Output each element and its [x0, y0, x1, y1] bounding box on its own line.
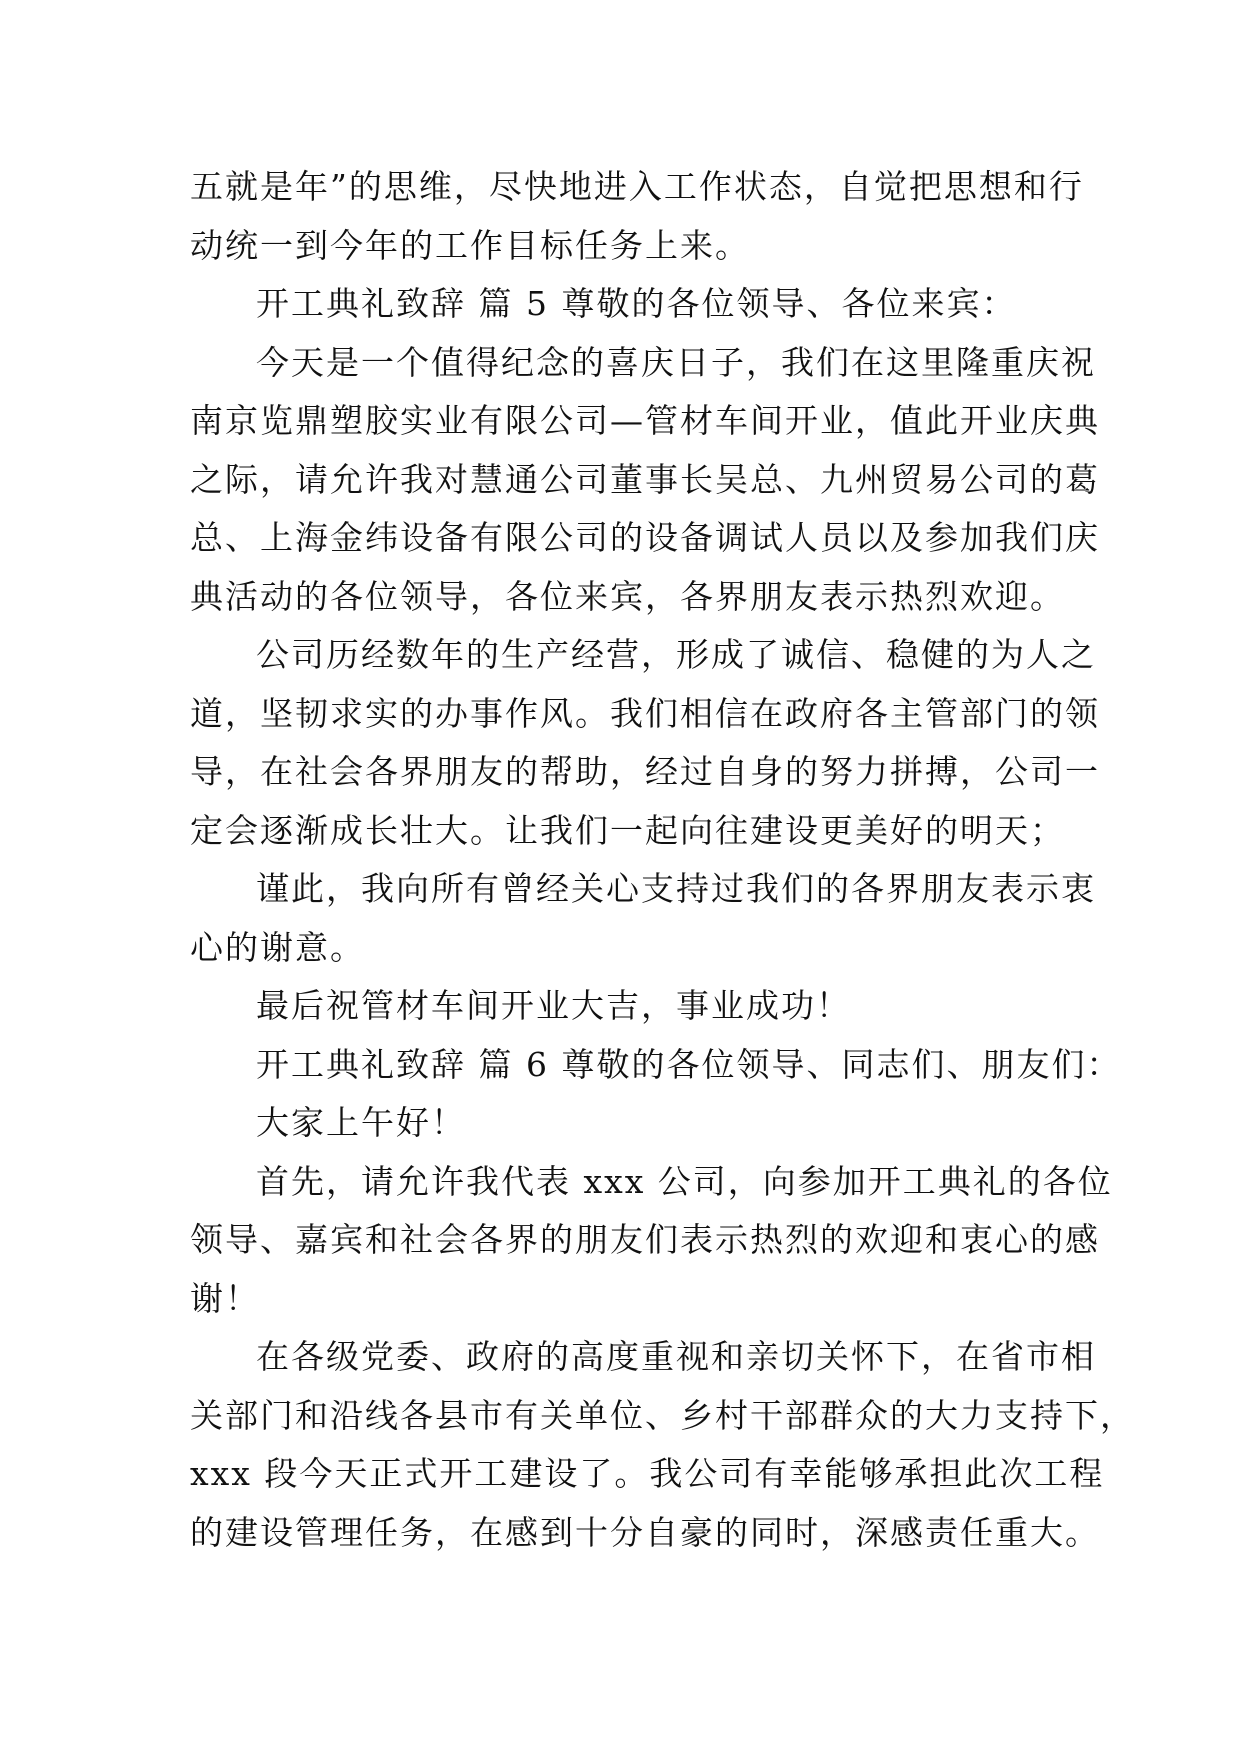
- text-line: xxx 段今天正式开工建设了。我公司有幸能够承担此次工程: [190, 1454, 1105, 1493]
- text-line: 最后祝管材车间开业大吉，事业成功！: [256, 986, 851, 1025]
- text-line: 公司历经数年的生产经营，形成了诚信、稳健的为人之: [256, 635, 1096, 674]
- text-line: 典活动的各位领导，各位来宾，各界朋友表示热烈欢迎。: [190, 576, 1065, 616]
- section-heading-5: 开工典礼致辞 篇 5 尊敬的各位领导、各位来宾：: [256, 284, 1017, 323]
- text-line: 今天是一个值得纪念的喜庆日子，我们在这里隆重庆祝: [256, 342, 1096, 382]
- text-line: 谨此，我向所有曾经关心支持过我们的各界朋友表示衷: [256, 869, 1096, 908]
- text-line: 导，在社会各界朋友的帮助，经过自身的努力拼搏，公司一: [190, 752, 1100, 791]
- text-line: 的建设管理任务，在感到十分自豪的同时，深感责任重大。: [190, 1512, 1100, 1552]
- text-line: 五就是年”的思维，尽快地进入工作状态，自觉把思想和行: [190, 167, 1084, 206]
- text-line: 关部门和沿线各县市有关单位、乡村干部群众的大力支持下，: [190, 1395, 1135, 1435]
- text-line: 南京览鼎塑胶实业有限公司—管材车间开业，值此开业庆典: [190, 401, 1100, 440]
- section-heading-6: 开工典礼致辞 篇 6 尊敬的各位领导、同志们、朋友们：: [256, 1044, 1122, 1084]
- text-line: 总、上海金纬设备有限公司的设备调试人员以及参加我们庆: [190, 518, 1100, 557]
- text-line: 心的谢意。: [190, 927, 365, 967]
- text-line: 之际，请允许我对慧通公司董事长吴总、九州贸易公司的葛: [190, 459, 1100, 499]
- text-line: 大家上午好！: [256, 1103, 466, 1142]
- document-body: [190, 158, 1135, 1562]
- text-line: 首先，请允许我代表 xxx 公司，向参加开工典礼的各位: [256, 1161, 1113, 1201]
- text-line: 定会逐渐成长壮大。让我们一起向往建设更美好的明天；: [190, 810, 1065, 850]
- text-line: 谢！: [190, 1278, 260, 1318]
- text-line: 在各级党委、政府的高度重视和亲切关怀下，在省市相: [256, 1337, 1096, 1376]
- text-line: 领导、嘉宾和社会各界的朋友们表示热烈的欢迎和衷心的感: [190, 1220, 1100, 1259]
- text-line: 道，坚韧求实的办事作风。我们相信在政府各主管部门的领: [190, 693, 1100, 733]
- text-line: 动统一到今年的工作目标任务上来。: [190, 225, 750, 265]
